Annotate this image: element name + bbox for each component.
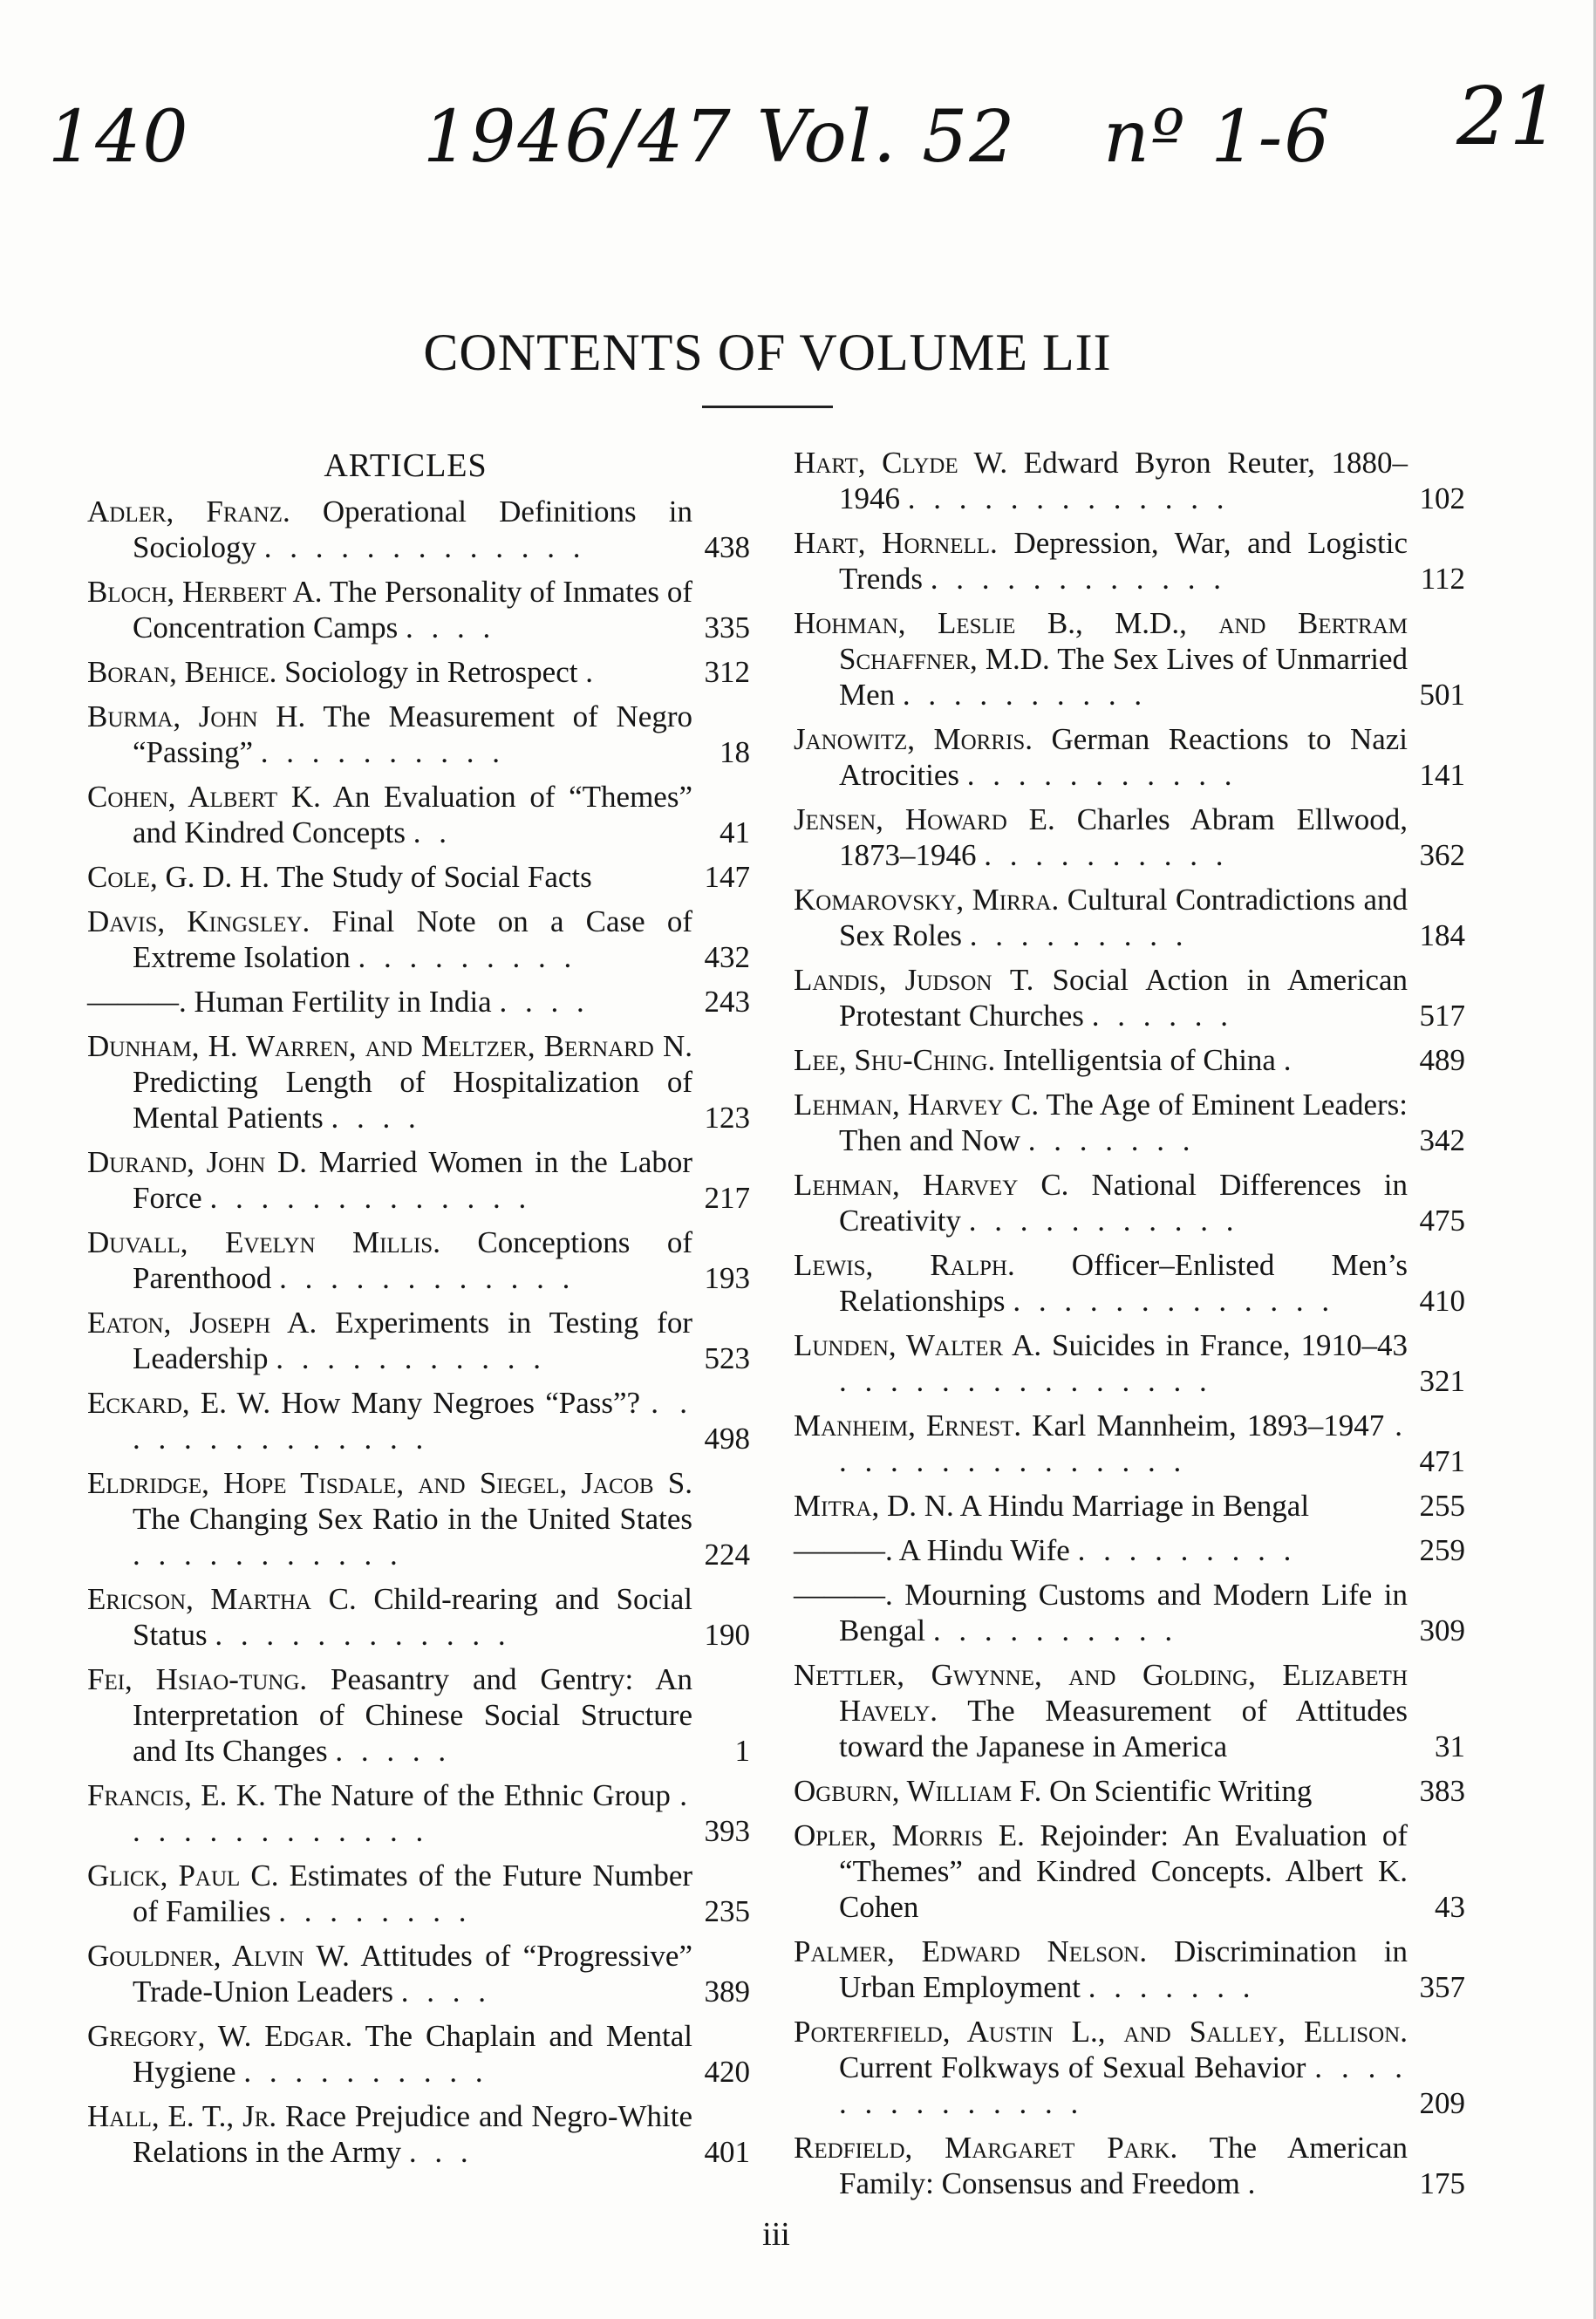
entry-page-number: 342 <box>1419 1123 1465 1157</box>
entry-text <box>794 1488 1408 1524</box>
entry-page-number: 401 <box>704 2135 750 2169</box>
entry-page-number: 43 <box>1435 1890 1465 1924</box>
entry-author: Ogburn, William F. <box>794 1774 1042 1808</box>
entry-title: The Measurement of Attitudes toward the Japanese in America <box>839 1694 1408 1763</box>
dot-leader: . . . . . . . . . . . <box>966 758 1238 792</box>
dot-leader: . . . . . . . . . . . . <box>279 1261 576 1295</box>
contents-entry <box>794 2130 1465 2201</box>
entry-text <box>794 721 1408 793</box>
contents-entry <box>87 984 750 1020</box>
entry-title: The Measurement of Negro “Passing” <box>133 699 692 769</box>
entry-title: Attitudes of “Progressive” Trade-Union Leaders <box>133 1939 692 2009</box>
entry-title: Child-rearing and Social Status <box>133 1582 693 1652</box>
entry-page-number: 147 <box>704 860 750 894</box>
entry-page-number: 235 <box>704 1894 750 1928</box>
contents-entry <box>794 605 1465 713</box>
contents-entry <box>794 1577 1465 1648</box>
dot-leader: . . . . . . . . . <box>1077 1533 1297 1567</box>
contents-entry <box>794 2014 1465 2121</box>
contents-entry <box>87 2098 750 2170</box>
entry-text <box>87 1028 692 1136</box>
entry-page-number: 312 <box>704 655 750 689</box>
entry-text <box>87 574 692 645</box>
entry-author: Adler, Franz. <box>87 494 290 529</box>
entry-title: Experiments in Testing for Leadership <box>133 1306 692 1375</box>
entry-title: The Study of Social Facts <box>276 860 592 894</box>
entry-title: Suicides in France, 1910–43 <box>1052 1328 1408 1362</box>
dot-leader: . . . . . . . <box>1088 1970 1256 2004</box>
entry-text <box>794 1042 1408 1078</box>
contents-column-right <box>794 445 1465 2210</box>
entry-text <box>794 1818 1408 1925</box>
entry-author: Nettler, Gwynne, and Golding, Elizabeth Havely. <box>794 1658 1408 1728</box>
entry-title: An Evaluation of “Themes” and Kindred Concepts <box>133 780 692 849</box>
dot-leader: . . . . . . . . . . . . . . . <box>839 1364 1212 1398</box>
entry-author: Glick, Paul C. <box>87 1859 279 1893</box>
contents-entry <box>794 1818 1465 1925</box>
entry-author: Dunham, H. Warren, and Meltzer, Bernard N. <box>87 1029 692 1063</box>
entry-author: Eldridge, Hope Tisdale, and Siegel, Jacob S. <box>87 1466 692 1500</box>
entry-title: Karl Mannheim, 1893–1947 <box>1032 1408 1385 1443</box>
dot-leader: . . . <box>408 2135 474 2169</box>
dot-leader: . . . . <box>406 610 496 645</box>
contents-entry <box>794 882 1465 953</box>
entry-author: Manheim, Ernest. <box>794 1408 1022 1443</box>
entry-author: Hohman, Leslie B., M.D., and Bertram Schaffner, M.D. <box>794 606 1408 676</box>
entry-page-number: 498 <box>704 1422 750 1456</box>
entry-title: The American Family: Consensus and Freedom <box>839 2131 1408 2200</box>
entry-title: National Differences in Creativity <box>839 1168 1408 1238</box>
entry-list-right <box>794 445 1465 2201</box>
entry-title: The Nature of the Ethnic Group <box>274 1778 671 1812</box>
contents-entry <box>87 779 750 850</box>
entry-author: Lee, Shu-Ching. <box>794 1043 996 1077</box>
contents-entry <box>794 1408 1465 1479</box>
contents-entry <box>794 1167 1465 1238</box>
contents-entry <box>87 904 750 975</box>
entry-author: Lewis, Ralph. <box>794 1248 1015 1282</box>
dot-leader: . <box>585 655 598 689</box>
contents-entry <box>794 525 1465 597</box>
entry-page-number: 190 <box>704 1618 750 1652</box>
entry-page-number: 393 <box>704 1814 750 1848</box>
entry-author: ———. <box>794 1578 893 1612</box>
entry-title: Current Folkways of Sexual Behavior <box>839 2050 1306 2084</box>
entry-title: Charles Abram Ellwood, 1873–1946 <box>839 802 1408 872</box>
entry-title: Peasantry and Gentry: An Interpretation of Chinese Social Structure and Its Changes <box>133 1662 692 1768</box>
contents-entry <box>87 1777 750 1849</box>
contents-entry <box>87 699 750 770</box>
entry-text <box>794 1408 1408 1479</box>
dot-leader: . . <box>413 815 452 849</box>
entry-author: Landis, Judson T. <box>794 963 1034 997</box>
entry-page-number: 438 <box>704 530 750 564</box>
entry-text <box>87 1385 692 1456</box>
entry-author: ———. <box>794 1533 893 1567</box>
contents-entry <box>87 1661 750 1769</box>
entry-title: Edward Byron Reuter, 1880–1946 <box>839 446 1408 515</box>
entry-author: Boran, Behice. <box>87 655 277 689</box>
entry-page-number: 523 <box>704 1341 750 1375</box>
contents-entry <box>87 1938 750 2009</box>
dot-leader: . <box>1283 1043 1297 1077</box>
dot-leader: . . . . . . . . <box>278 1894 472 1928</box>
entry-page-number: 102 <box>1419 481 1465 515</box>
entry-author: Bloch, Herbert A. <box>87 575 323 609</box>
dot-leader: . . . . . . . . . . <box>932 1613 1178 1647</box>
entry-page-number: 383 <box>1419 1774 1465 1808</box>
entry-text <box>794 1773 1408 1809</box>
entry-page-number: 309 <box>1419 1613 1465 1647</box>
contents-entry <box>794 801 1465 873</box>
entry-author: Janowitz, Morris. <box>794 722 1033 756</box>
entry-text <box>794 1167 1408 1238</box>
dot-leader: . . . . . . . . . . <box>902 678 1148 712</box>
dot-leader: . . . . . . . . . . . . . . . <box>839 1408 1408 1478</box>
entry-text <box>794 1327 1408 1399</box>
entry-page-number: 389 <box>704 1975 750 2009</box>
entry-page-number: 489 <box>1419 1043 1465 1077</box>
entry-title: Social Action in American Protestant Churches <box>839 963 1408 1033</box>
entry-author: Durand, John D. <box>87 1145 308 1179</box>
entry-title: Predicting Length of Hospitalization of Mental Patients <box>133 1065 692 1135</box>
entry-author: Francis, E. K. <box>87 1778 266 1812</box>
handwritten-number: 140 <box>48 96 190 179</box>
entry-text <box>87 1305 692 1376</box>
entry-title: The Personality of Inmates of Concentration Camps <box>133 575 692 645</box>
entry-title: Discrimination in Urban Employment <box>839 1934 1408 2004</box>
entry-author: Cohen, Albert K. <box>87 780 321 814</box>
entry-title: Sociology in Retrospect <box>284 655 578 689</box>
entry-page-number: 420 <box>704 2055 750 2089</box>
entry-title: The Age of Eminent Leaders: Then and Now <box>839 1088 1408 1157</box>
contents-entry <box>794 1657 1465 1764</box>
entry-author: Davis, Kingsley. <box>87 904 310 938</box>
entry-author: Lehman, Harvey C. <box>794 1168 1069 1202</box>
dot-leader: . . . . . . . . . . <box>243 2055 488 2089</box>
entry-title: The Changing Sex Ratio in the United States <box>133 1502 692 1536</box>
contents-entry <box>794 1532 1465 1568</box>
dot-leader: . . . . . . . . . . . . . <box>263 530 586 564</box>
entry-text <box>794 1247 1408 1319</box>
contents-entry <box>87 2018 750 2090</box>
title-rule <box>702 406 833 408</box>
entry-author: Hall, E. T., Jr. <box>87 2099 277 2133</box>
entry-author: Burma, John H. <box>87 699 306 733</box>
entry-page-number: 410 <box>1419 1284 1465 1318</box>
entry-author: Porterfield, Austin L., and Salley, Ellison. <box>794 2015 1408 2049</box>
entry-text <box>794 1657 1408 1764</box>
entry-author: Lehman, Harvey C. <box>794 1088 1040 1122</box>
entry-text <box>87 859 692 895</box>
entry-title: Officer–Enlisted Men’s Relationships <box>839 1248 1408 1318</box>
contents-entry <box>794 721 1465 793</box>
dot-leader: . . . . . . . . . . . . . <box>1013 1284 1335 1318</box>
entry-text <box>794 882 1408 953</box>
entry-text <box>794 525 1408 597</box>
dot-leader: . . . . . . . . . . . <box>276 1341 546 1375</box>
entry-page-number: 501 <box>1419 678 1465 712</box>
entry-text <box>794 1532 1408 1568</box>
entry-text <box>87 2018 692 2090</box>
entry-title: Operational Definitions in Sociology <box>133 494 692 564</box>
entry-author: Jensen, Howard E. <box>794 802 1055 836</box>
entry-page-number: 259 <box>1419 1533 1465 1567</box>
entry-page-number: 243 <box>704 985 750 1019</box>
contents-entry <box>794 1247 1465 1319</box>
dot-leader: . . . . . . . . . . <box>984 838 1229 872</box>
entry-text <box>794 605 1408 713</box>
entry-page-number: 362 <box>1419 838 1465 872</box>
entry-text <box>87 654 692 690</box>
contents-entry <box>794 1773 1465 1809</box>
entry-page-number: 335 <box>704 610 750 645</box>
entry-page-number: 193 <box>704 1261 750 1295</box>
entry-page-number: 517 <box>1419 999 1465 1033</box>
contents-entry <box>794 1934 1465 2005</box>
contents-entry <box>87 1465 750 1572</box>
entry-text <box>87 779 692 850</box>
contents-entry <box>87 654 750 690</box>
handwritten-issues: nº 1-6 <box>1103 96 1332 179</box>
entry-author: Hart, Clyde W. <box>794 446 1008 480</box>
entry-author: Ericson, Martha C. <box>87 1582 357 1616</box>
contents-entry <box>794 1327 1465 1399</box>
dot-leader: . . . . . . . . . <box>969 918 1189 952</box>
entry-title: Cultural Contradictions and Sex Roles <box>839 883 1408 952</box>
contents-entry <box>87 1144 750 1216</box>
entry-author: ———. <box>87 985 187 1019</box>
entry-author: Gouldner, Alvin W. <box>87 1939 350 1973</box>
contents-entry <box>87 859 750 895</box>
handwritten-volume: 1946/47 Vol. 52 <box>423 96 1017 179</box>
entry-text <box>794 2130 1408 2201</box>
entry-title: German Reactions to Nazi Atrocities <box>839 722 1408 792</box>
contents-entry <box>87 494 750 565</box>
entry-author: Mitra, D. N. <box>794 1489 954 1523</box>
dot-leader: . . . . <box>499 985 590 1019</box>
entry-title: A Hindu Wife <box>898 1533 1070 1567</box>
entry-text <box>794 801 1408 873</box>
dot-leader: . . . . <box>331 1101 421 1135</box>
entry-text <box>87 984 692 1020</box>
entry-page-number: 209 <box>1419 2086 1465 2120</box>
entry-page-number: 224 <box>704 1538 750 1572</box>
entry-text <box>87 2098 693 2170</box>
entry-title: Mourning Customs and Modern Life in Bengal <box>839 1578 1408 1647</box>
page-title: CONTENTS OF VOLUME LII <box>423 324 1112 381</box>
entry-text <box>87 699 692 770</box>
contents-entry <box>87 574 750 645</box>
dot-leader: . . . . . . . . . <box>358 940 577 974</box>
entry-author: Gregory, W. Edgar. <box>87 2019 353 2053</box>
entry-title: How Many Negroes “Pass”? <box>281 1386 641 1420</box>
handwritten-mark: 21 <box>1456 70 1563 163</box>
entry-page-number: 41 <box>720 815 750 849</box>
entry-text <box>87 1581 693 1653</box>
entry-author: Redfield, Margaret Park. <box>794 2131 1178 2165</box>
entry-title: The Sex Lives of Unmarried Men <box>839 642 1408 712</box>
entry-author: Cole, G. D. H. <box>87 860 270 894</box>
entry-text <box>87 1938 692 2009</box>
page-folio: iii <box>762 2216 790 2253</box>
entry-author: Eaton, Joseph A. <box>87 1306 317 1340</box>
entry-text <box>794 445 1408 516</box>
entry-page-number: 1 <box>734 1734 750 1768</box>
entry-text <box>87 904 692 975</box>
entry-title: Conceptions of Parenthood <box>133 1225 693 1295</box>
entry-text <box>87 1858 693 1929</box>
entry-text <box>87 1224 693 1296</box>
entry-text <box>87 1661 692 1769</box>
dot-leader: . <box>1247 2166 1261 2200</box>
entry-author: Palmer, Edward Nelson. <box>794 1934 1148 1968</box>
entry-title: Final Note on a Case of Extreme Isolation <box>133 904 692 974</box>
dot-leader: . . . . . . . . . . . . . <box>133 1778 692 1848</box>
entry-text <box>87 1465 692 1572</box>
entry-text <box>87 1777 692 1849</box>
contents-entry <box>794 445 1465 516</box>
entry-page-number: 357 <box>1419 1970 1465 2004</box>
contents-entry <box>87 1858 750 1929</box>
entry-page-number: 432 <box>704 940 750 974</box>
contents-entry <box>87 1028 750 1136</box>
entry-page-number: 18 <box>720 735 750 769</box>
dot-leader: . . . . . . . . . . . <box>133 1538 403 1572</box>
entry-author: Duvall, Evelyn Millis. <box>87 1225 440 1259</box>
entry-page-number: 141 <box>1419 758 1465 792</box>
entry-title: The Chaplain and Mental Hygiene <box>133 2019 692 2089</box>
entry-title: A Hindu Marriage in Bengal <box>959 1489 1310 1523</box>
contents-entry <box>794 962 1465 1033</box>
entry-text <box>87 494 692 565</box>
entry-text <box>794 1577 1408 1648</box>
entry-author: Fei, Hsiao-tung. <box>87 1662 308 1696</box>
contents-entry <box>794 1087 1465 1158</box>
dot-leader: . . . . . . . . . . <box>260 735 506 769</box>
entry-author: Opler, Morris E. <box>794 1818 1025 1852</box>
dot-leader: . . . . . . . . . . . . . . <box>133 1386 692 1456</box>
entry-page-number: 184 <box>1419 918 1465 952</box>
dot-leader: . . . . . . . . . . . . . <box>209 1181 532 1215</box>
dot-leader: . . . . <box>400 1975 492 2009</box>
entry-page-number: 217 <box>704 1181 750 1215</box>
contents-entry <box>87 1305 750 1376</box>
contents-entry <box>87 1581 750 1653</box>
entry-text <box>794 1934 1408 2005</box>
section-heading: ARTICLES <box>324 447 488 484</box>
contents-entry <box>87 1385 750 1456</box>
contents-entry <box>794 1042 1465 1078</box>
entry-page-number: 31 <box>1435 1729 1465 1763</box>
dot-leader: . . . . . . . . . . . . <box>215 1618 511 1652</box>
entry-author: Eckard, E. W. <box>87 1386 271 1420</box>
dot-leader: . . . . . . . . . . . . . <box>907 481 1230 515</box>
entry-author: Hart, Hornell. <box>794 526 998 560</box>
contents-entry <box>794 1488 1465 1524</box>
entry-text <box>794 1087 1408 1158</box>
entry-text <box>87 1144 693 1216</box>
entry-title: Married Women in the Labor Force <box>133 1145 693 1215</box>
entry-text <box>794 962 1408 1033</box>
entry-title: Rejoinder: An Evaluation of “Themes” and Kindred Concepts. Albert K. Cohen <box>839 1818 1408 1924</box>
entry-page-number: 471 <box>1419 1444 1465 1478</box>
dot-leader: . . . . . . <box>1091 999 1233 1033</box>
entry-page-number: 475 <box>1419 1204 1465 1238</box>
dot-leader: . . . . . <box>335 1734 452 1768</box>
entry-title: Race Prejudice and Negro-White Relations in the Army <box>133 2099 693 2169</box>
entry-author: Komarovsky, Mirra. <box>794 883 1060 917</box>
entry-title: Estimates of the Future Number of Families <box>133 1859 693 1928</box>
contents-entry <box>87 1224 750 1296</box>
entry-page-number: 321 <box>1419 1364 1465 1398</box>
dot-leader: . . . . . . . . . . . . <box>930 562 1226 596</box>
entry-title: Depression, War, and Logistic Trends <box>839 526 1408 596</box>
entry-list-left <box>87 494 750 2170</box>
dot-leader: . . . . . . . . . . . <box>968 1204 1239 1238</box>
entry-page-number: 123 <box>704 1101 750 1135</box>
dot-leader: . . . . . . . <box>1027 1123 1196 1157</box>
entry-author: Lunden, Walter A. <box>794 1328 1042 1362</box>
contents-column-left <box>87 445 750 2179</box>
entry-title: Intelligentsia of China <box>1002 1043 1276 1077</box>
entry-title: Human Fertility in India <box>194 985 492 1019</box>
entry-text <box>794 2014 1408 2121</box>
entry-title: On Scientific Writing <box>1049 1774 1313 1808</box>
entry-page-number: 255 <box>1419 1489 1465 1523</box>
dot-leader: . . . . . . . . . . . . . . <box>839 2050 1408 2120</box>
entry-page-number: 175 <box>1419 2166 1465 2200</box>
entry-page-number: 112 <box>1420 562 1465 596</box>
